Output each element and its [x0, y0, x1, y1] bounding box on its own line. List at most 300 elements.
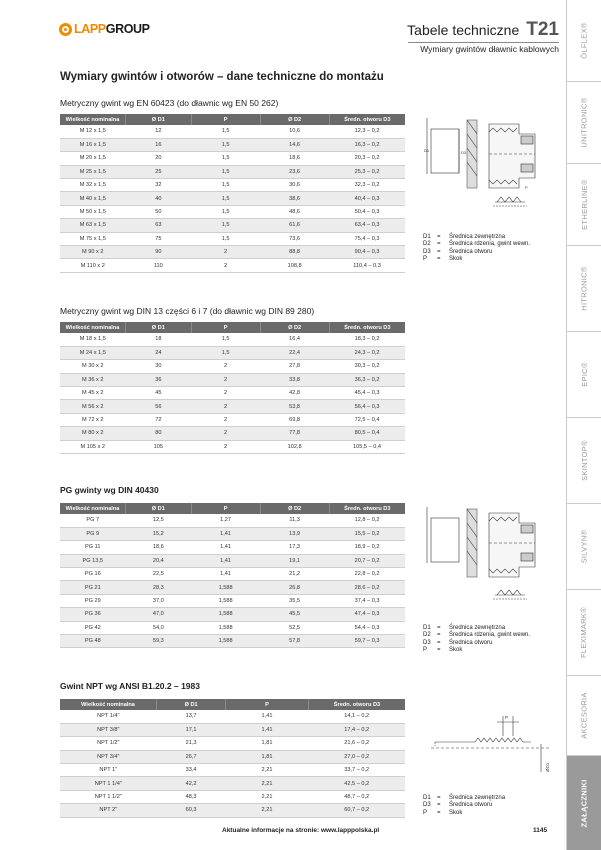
table-cell: 2 [191, 440, 260, 453]
table-cell: 22,5 [126, 568, 192, 581]
side-tab-2[interactable] [567, 82, 601, 164]
table-cell: 1,41 [226, 723, 309, 736]
table-cell: NPT 3/4" [60, 750, 157, 763]
column-header: Średn. otworu D3 [329, 322, 405, 333]
table-cell: 50,4 – 0,3 [329, 205, 405, 218]
lapp-group-logo [59, 22, 150, 36]
legend-row [423, 640, 530, 647]
table-cell: 102,8 [260, 440, 329, 453]
table-row [60, 737, 405, 750]
table-cell: PG 36 [60, 608, 126, 621]
legend-equals: = [437, 795, 441, 801]
legend-value: Średnica zewnętrzna [449, 795, 506, 801]
table-npt [60, 699, 405, 818]
table-row [60, 373, 405, 386]
table-cell: M 75 x 1,5 [60, 232, 126, 245]
table-cell: 22,8 – 0,2 [329, 568, 405, 581]
table-cell: 20,4 [126, 554, 192, 567]
table-cell: 36 [126, 373, 192, 386]
table-cell: 27,0 – 0,2 [308, 750, 405, 763]
table-pg [60, 503, 405, 648]
table-cell: 1,588 [191, 594, 260, 607]
table-cell: 72,5 – 0,4 [329, 413, 405, 426]
table-cell: 1,81 [226, 737, 309, 750]
table-cell: 1,41 [226, 710, 309, 723]
table-cell: 42,8 [260, 387, 329, 400]
table-cell: 18,6 [126, 541, 192, 554]
table-cell: M 30 x 2 [60, 360, 126, 373]
column-header: Ø D2 [260, 114, 329, 125]
legend-key: D2 [423, 241, 431, 248]
column-header: Ø D1 [126, 503, 192, 514]
table-row [60, 179, 405, 192]
table-row [60, 387, 405, 400]
side-tab-9[interactable] [567, 676, 601, 756]
table-cell: 21,6 – 0,2 [308, 737, 405, 750]
table-cell: PG 48 [60, 635, 126, 648]
table-cell: 12 [126, 125, 192, 138]
table-cell: 69,8 [260, 413, 329, 426]
column-header: Wielkość nominalna [60, 503, 126, 514]
table-cell: M 63 x 1,5 [60, 219, 126, 232]
side-tab-label: SILVYN® [579, 529, 589, 564]
table-cell: M 24 x 1,5 [60, 346, 126, 359]
header-title: Tabele techniczne [407, 22, 520, 38]
table-row [60, 750, 405, 763]
table-row [60, 621, 405, 634]
table-cell: 110,4 – 0,3 [329, 259, 405, 272]
table-cell: 88,8 [260, 246, 329, 259]
legend-key: D3 [423, 248, 431, 255]
table-row [60, 138, 405, 151]
table-cell: 20 [126, 152, 192, 165]
table-cell: NPT 1 1/4" [60, 777, 157, 790]
table-cell: 45,4 – 0,3 [329, 387, 405, 400]
column-header: Średn. otworu D3 [329, 114, 405, 125]
legend-key: D1 [423, 234, 431, 240]
table-cell: 90,4 – 0,3 [329, 246, 405, 259]
side-tab-7[interactable] [567, 504, 601, 590]
table-cell: 1,588 [191, 621, 260, 634]
table-cell: 52,5 [260, 621, 329, 634]
legend-equals: = [437, 632, 441, 639]
legend-metric [423, 234, 530, 263]
legend-row [423, 256, 530, 263]
legend-value: Średnica otworu [449, 802, 493, 809]
table-row [60, 635, 405, 648]
table-cell: 18,3 – 0,2 [329, 333, 405, 346]
table-row [60, 205, 405, 218]
table-cell: 13,9 [260, 527, 329, 540]
table-cell: 2,21 [226, 764, 309, 777]
table-row [60, 346, 405, 359]
table-cell: 110 [126, 259, 192, 272]
legend-value: Skok [449, 646, 463, 653]
table-cell: 30,6 [260, 179, 329, 192]
table-cell: 35,5 [260, 594, 329, 607]
table-cell: 1,5 [191, 192, 260, 205]
table-cell: M 80 x 2 [60, 427, 126, 440]
table-cell: 12,3 – 0,2 [329, 125, 405, 138]
table-cell: 2 [191, 373, 260, 386]
table-cell: 26,7 [157, 750, 226, 763]
legend-row [423, 810, 505, 817]
side-tab-label: ÖLFLEX® [579, 22, 589, 59]
table-cell: 17,4 – 0,2 [308, 723, 405, 736]
table-cell: 23,6 [260, 165, 329, 178]
table-cell: 48,6 [260, 205, 329, 218]
table-cell: 53,8 [260, 400, 329, 413]
legend-key: D3 [423, 639, 431, 646]
table-cell: 40 [126, 192, 192, 205]
column-header: Średn. otworu D3 [329, 503, 405, 514]
table-cell: 19,1 [260, 554, 329, 567]
legend-value: Średnica rdzenia, gwint wewn. [449, 241, 531, 248]
table-cell: 56,4 – 0,3 [329, 400, 405, 413]
column-header: Ø D1 [126, 114, 192, 125]
column-header: Wielkość nominalna [60, 322, 126, 333]
table-cell: 50 [126, 205, 192, 218]
table-row [60, 764, 405, 777]
table-cell: M 36 x 2 [60, 373, 126, 386]
table-cell: M 90 x 2 [60, 246, 126, 259]
table-cell: 2 [191, 259, 260, 272]
table-cell: 25 [126, 165, 192, 178]
page-heading: Wymiary gwintów i otworów – dane techniczne do montażu [60, 71, 384, 83]
table-cell: 2 [191, 246, 260, 259]
table-cell: 2,21 [226, 790, 309, 803]
table-cell: M 18 x 1,5 [60, 333, 126, 346]
header-code: T21 [526, 19, 559, 40]
table-row [60, 581, 405, 594]
legend-row [423, 249, 530, 256]
side-tab-8[interactable] [567, 590, 601, 676]
table-cell: M 16 x 1,5 [60, 138, 126, 151]
legend-pg [423, 625, 530, 654]
table-cell: 1,5 [191, 152, 260, 165]
table-cell: 61,6 [260, 219, 329, 232]
side-tab-label: ETHERLINE® [579, 179, 589, 230]
table-cell: 90 [126, 246, 192, 259]
legend-key: P [423, 255, 428, 262]
table-row [60, 232, 405, 245]
table-cell: PG 9 [60, 527, 126, 540]
table-row [60, 790, 405, 803]
brand-lapp: LAPP [74, 22, 106, 36]
legend-equals: = [437, 248, 441, 255]
table-cell: 63,4 – 0,3 [329, 219, 405, 232]
table-cell: 1,588 [191, 581, 260, 594]
legend-row [423, 647, 530, 654]
legend-equals: = [437, 234, 441, 240]
table-din13 [60, 322, 405, 454]
table-cell: 21,3 [157, 737, 226, 750]
table-cell: PG 42 [60, 621, 126, 634]
table-cell: 15,2 [126, 527, 192, 540]
table-cell: 12,5 [126, 514, 192, 527]
table-cell: 105,5 – 0,4 [329, 440, 405, 453]
table-row [60, 594, 405, 607]
table-cell: M 32 x 1,5 [60, 179, 126, 192]
table-cell: NPT 1" [60, 764, 157, 777]
table-cell: 105 [126, 440, 192, 453]
table-cell: 10,6 [260, 125, 329, 138]
side-tab-5[interactable] [567, 332, 601, 418]
table-cell: 1,5 [191, 205, 260, 218]
table-cell: 48,3 [157, 790, 226, 803]
table-cell: 38,6 [260, 192, 329, 205]
table-cell: 1,5 [191, 165, 260, 178]
table-cell: 1,41 [191, 541, 260, 554]
table-cell: 2 [191, 413, 260, 426]
legend-equals: = [437, 639, 441, 646]
table-cell: 47,4 – 0,3 [329, 608, 405, 621]
section-title-npt: Gwint NPT wg ANSI B1.20.2 – 1983 [60, 681, 200, 691]
table-row [60, 165, 405, 178]
table-row [60, 192, 405, 205]
table-cell: 1,5 [191, 179, 260, 192]
table-cell: 18,9 – 0,2 [329, 541, 405, 554]
table-cell: M 72 x 2 [60, 413, 126, 426]
table-row [60, 413, 405, 426]
table-cell: 26,8 [260, 581, 329, 594]
column-header: Ø D2 [260, 503, 329, 514]
table-cell: M 56 x 2 [60, 400, 126, 413]
brand-group: GROUP [105, 22, 150, 36]
legend-key: P [423, 809, 428, 816]
table-cell: 24 [126, 346, 192, 359]
table-row [60, 360, 405, 373]
table-cell: 75 [126, 232, 192, 245]
table-cell: 28,6 – 0,2 [329, 581, 405, 594]
lapp-logo-icon [59, 23, 72, 36]
table-cell: 27,8 [260, 360, 329, 373]
column-header: P [191, 114, 260, 125]
table-cell: NPT 3/8" [60, 723, 157, 736]
table-cell: 16,3 – 0,2 [329, 138, 405, 151]
table-cell: 42,5 – 0,2 [308, 777, 405, 790]
table-cell: M 12 x 1,5 [60, 125, 126, 138]
table-cell: 1,5 [191, 333, 260, 346]
table-cell: PG 16 [60, 568, 126, 581]
table-cell: 2 [191, 387, 260, 400]
table-cell: 37,4 – 0,3 [329, 594, 405, 607]
table-cell: 18 [126, 333, 192, 346]
table-cell: 2 [191, 400, 260, 413]
table-cell: 11,3 [260, 514, 329, 527]
legend-key: P [423, 646, 428, 653]
table-cell: M 110 x 2 [60, 259, 126, 272]
table-cell: 47,0 [126, 608, 192, 621]
table-row [60, 427, 405, 440]
table-cell: 1,5 [191, 219, 260, 232]
legend-equals: = [437, 802, 441, 809]
side-tab-label: FLEXIMARK® [579, 606, 589, 659]
table-cell: 80,5 – 0,4 [329, 427, 405, 440]
table-cell: 25,3 – 0,2 [329, 165, 405, 178]
column-header: Wielkość nominalna [60, 114, 126, 125]
table-cell: 2,21 [226, 777, 309, 790]
legend-value: Średnica rdzenia, gwint wewn. [449, 632, 531, 639]
header-subtitle: Wymiary gwintów dławnic kablowych [420, 44, 559, 54]
table-cell: 1,5 [191, 232, 260, 245]
table-cell: 42,2 [157, 777, 226, 790]
diagram-label-d1: D1 [424, 148, 430, 153]
table-cell: 16,4 [260, 333, 329, 346]
pg-thread-diagram [423, 503, 558, 618]
table-cell: 2 [191, 360, 260, 373]
table-cell: 28,3 [126, 581, 192, 594]
table-cell: 54,4 – 0,3 [329, 621, 405, 634]
table-cell: M 105 x 2 [60, 440, 126, 453]
table-cell: NPT 1/4" [60, 710, 157, 723]
section-title-en60423: Metryczny gwint wg EN 60423 (do dławnic wg EN 50 262) [60, 98, 279, 108]
table-cell: 59,7 – 0,3 [329, 635, 405, 648]
legend-equals: = [437, 255, 441, 262]
table-row [60, 568, 405, 581]
legend-value: Skok [449, 809, 463, 816]
legend-value: Średnica zewnętrzna [449, 625, 506, 631]
side-tab-label: EPIC® [579, 362, 589, 387]
table-cell: 33,4 [157, 764, 226, 777]
table-row [60, 608, 405, 621]
table-cell: 48,7 – 0,2 [308, 790, 405, 803]
table-row [60, 804, 405, 817]
side-tab-label: HITRONIC® [579, 266, 589, 311]
table-cell: 1,41 [191, 554, 260, 567]
table-cell: 30 [126, 360, 192, 373]
table-cell: 77,8 [260, 427, 329, 440]
legend-row [423, 632, 530, 639]
legend-row [423, 241, 530, 248]
table-row [60, 400, 405, 413]
table-cell: 14,6 [260, 138, 329, 151]
table-cell: NPT 2" [60, 804, 157, 817]
table-cell: 30,3 – 0,2 [329, 360, 405, 373]
column-header: P [226, 699, 309, 710]
table-cell: 15,5 – 0,2 [329, 527, 405, 540]
column-header: Ø D1 [157, 699, 226, 710]
table-cell: 37,0 [126, 594, 192, 607]
table-cell: 75,4 – 0,3 [329, 232, 405, 245]
table-cell: 20,3 – 0,2 [329, 152, 405, 165]
legend-value: Średnica zewnętrzna [449, 234, 506, 240]
page-number: 1145 [533, 827, 548, 834]
table-row [60, 333, 405, 346]
table-cell: 63 [126, 219, 192, 232]
table-cell: 22,4 [260, 346, 329, 359]
metric-thread-diagram [423, 114, 558, 229]
table-cell: 13,7 [157, 710, 226, 723]
table-cell: 32 [126, 179, 192, 192]
diagram-label-d3: D3 [461, 150, 467, 155]
table-cell: M 25 x 1,5 [60, 165, 126, 178]
table-cell: 21,2 [260, 568, 329, 581]
page-header-title [407, 19, 559, 41]
table-row [60, 440, 405, 453]
table-cell: PG 11 [60, 541, 126, 554]
header-divider [408, 42, 559, 43]
table-cell: 40,4 – 0,3 [329, 192, 405, 205]
table-row [60, 710, 405, 723]
table-row [60, 723, 405, 736]
legend-key: D2 [423, 632, 431, 639]
table-cell: 1,5 [191, 125, 260, 138]
legend-equals: = [437, 241, 441, 248]
table-cell: 56 [126, 400, 192, 413]
side-tab-1[interactable] [567, 0, 601, 82]
legend-key: D1 [423, 795, 431, 801]
table-cell: 24,3 – 0,2 [329, 346, 405, 359]
table-cell: NPT 1/2" [60, 737, 157, 750]
table-row [60, 541, 405, 554]
table-cell: 17,1 [157, 723, 226, 736]
table-row [60, 125, 405, 138]
table-cell: 32,3 – 0,2 [329, 179, 405, 192]
npt-thread-diagram [423, 712, 558, 792]
legend-key: D3 [423, 802, 431, 809]
diagram-label-p: P [525, 185, 528, 190]
side-tab-3[interactable] [567, 164, 601, 246]
table-cell: 1,41 [191, 568, 260, 581]
table-cell: 80 [126, 427, 192, 440]
side-tab-label: AKCESORIA [579, 692, 589, 739]
table-cell: 2 [191, 427, 260, 440]
table-cell: 1,588 [191, 635, 260, 648]
table-cell: 1,588 [191, 608, 260, 621]
table-en60423 [60, 114, 405, 273]
table-cell: 73,6 [260, 232, 329, 245]
table-cell: 1,81 [226, 750, 309, 763]
table-row [60, 259, 405, 272]
table-cell: 72 [126, 413, 192, 426]
table-cell: 33,8 [260, 373, 329, 386]
side-tab-6[interactable] [567, 418, 601, 504]
side-tab-10[interactable] [567, 756, 601, 850]
section-title-din13: Metryczny gwint wg DIN 13 części 6 i 7 (do dławnic wg DIN 89 280) [60, 306, 315, 316]
table-cell: M 40 x 1,5 [60, 192, 126, 205]
legend-value: Skok [449, 255, 463, 262]
section-title-pg: PG gwinty wg DIN 40430 [60, 485, 159, 495]
table-cell: 2,21 [226, 804, 309, 817]
table-cell: 17,3 [260, 541, 329, 554]
table-cell: 57,8 [260, 635, 329, 648]
table-cell: 45 [126, 387, 192, 400]
table-row [60, 777, 405, 790]
table-cell: PG 7 [60, 514, 126, 527]
column-header: Średn. otworu D3 [308, 699, 405, 710]
npt-diagram-label-p: P [505, 715, 509, 720]
side-tab-4[interactable] [567, 246, 601, 332]
column-header: Ø D2 [260, 322, 329, 333]
table-cell: 54,0 [126, 621, 192, 634]
table-row [60, 514, 405, 527]
table-row [60, 246, 405, 259]
table-cell: PG 29 [60, 594, 126, 607]
table-cell: 1,41 [191, 527, 260, 540]
table-cell: 33,7 – 0,2 [308, 764, 405, 777]
side-tab-label: UNITRONIC® [579, 97, 589, 148]
legend-equals: = [437, 809, 441, 816]
table-cell: PG 21 [60, 581, 126, 594]
table-row [60, 152, 405, 165]
legend-row [423, 802, 505, 809]
table-cell: 60,3 [157, 804, 226, 817]
table-cell: 1,5 [191, 138, 260, 151]
table-row [60, 219, 405, 232]
table-cell: 20,7 – 0,2 [329, 554, 405, 567]
table-cell: NPT 1 1/2" [60, 790, 157, 803]
